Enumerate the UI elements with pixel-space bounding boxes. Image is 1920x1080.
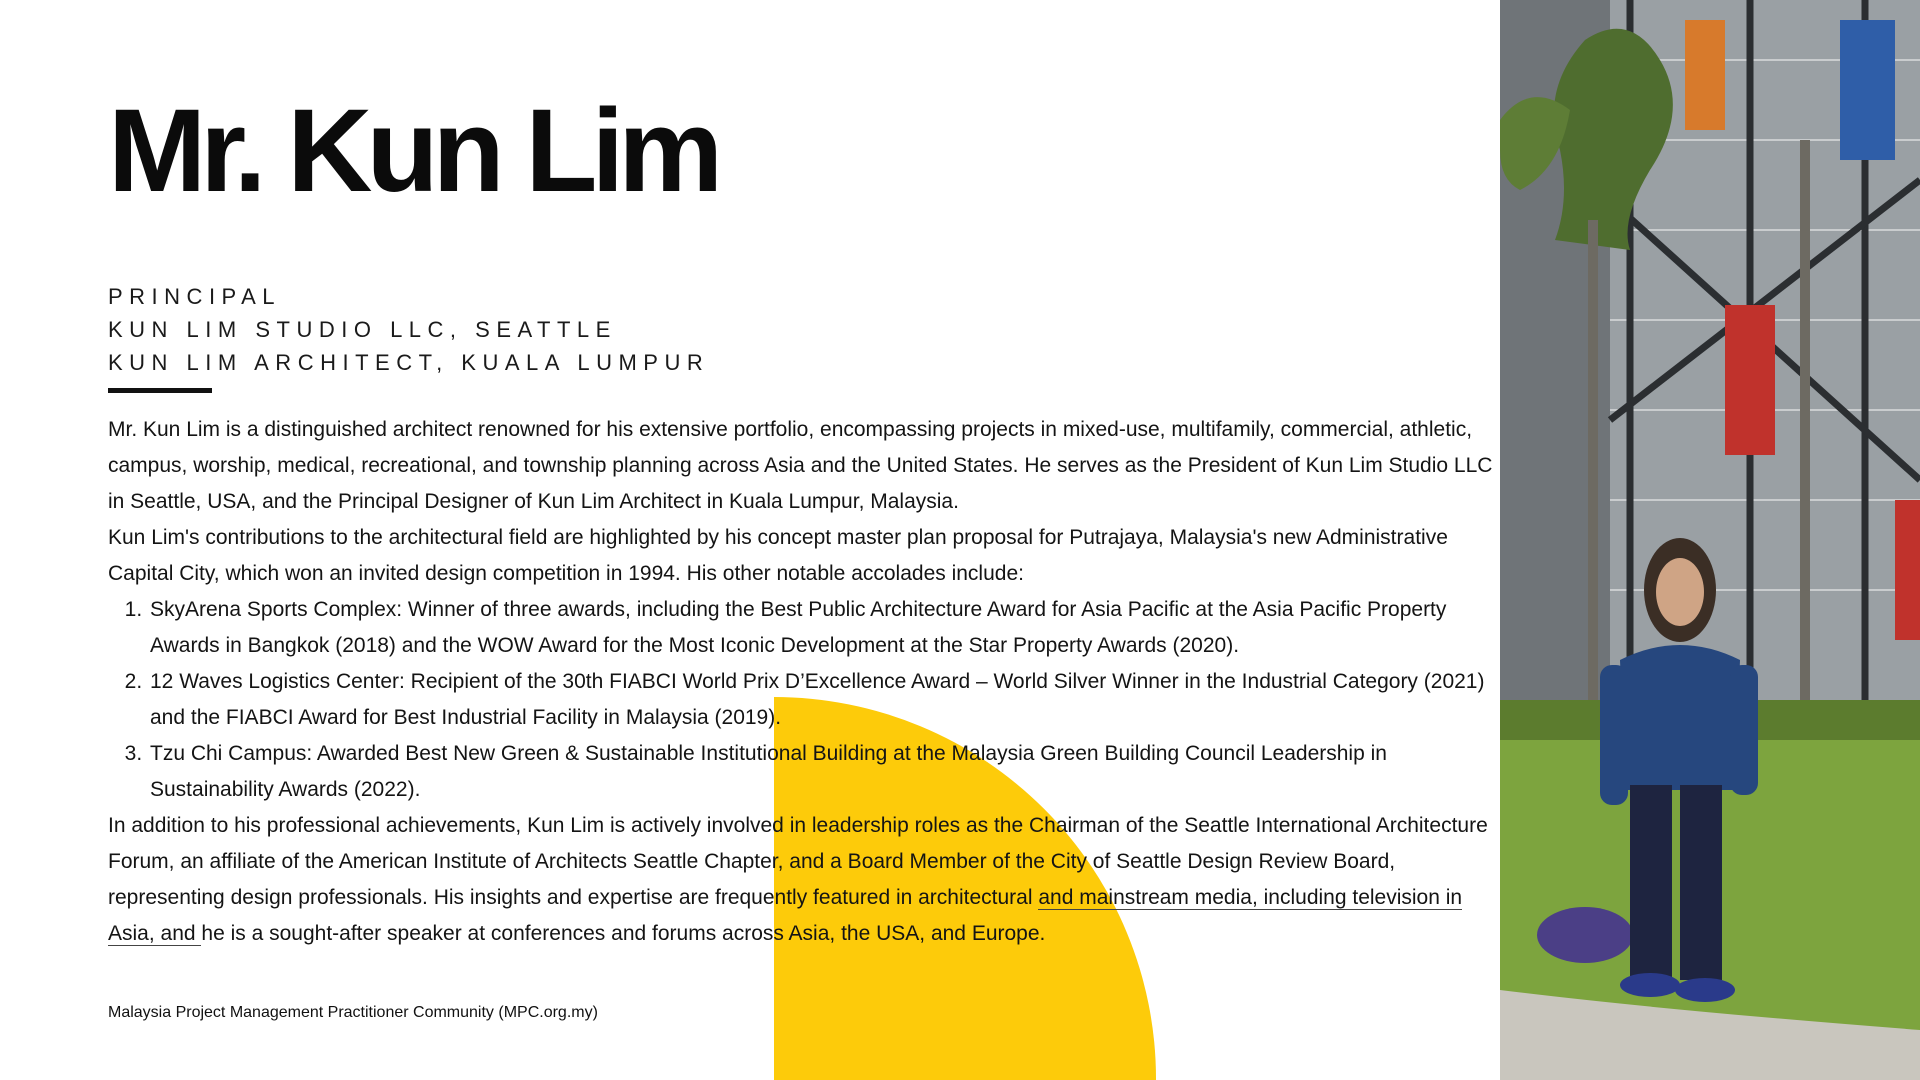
role-principal: PRINCIPAL <box>108 284 282 309</box>
award-item-skyarena: 1. SkyArena Sports Complex: Winner of three awards, including the Best Public Architecture Award for Asia Pacific at the Asia Pacific Property Awards in Bangkok (2018) and the WOW Award for the Most Iconic Development at the Star Property Awards (2020). <box>148 592 1496 664</box>
biography-text <box>108 412 1496 952</box>
awards-list <box>108 592 1496 808</box>
bio-intro: Mr. Kun Lim is a distinguished architect renowned for his extensive portfolio, encompassing projects in mixed-use, multifamily, commercial, athletic, campus, worship, medical, recreational, and township planning across Asia and the United States. He serves as the President of Kun Lim Studio LLC in Seattle, USA, and the Principal Designer of Kun Lim Architect in Kuala Lumpur, Malaysia. <box>108 418 1493 513</box>
source-credit: Malaysia Project Management Practitioner Community (MPC.org.my) <box>108 1004 598 1021</box>
award-item-tzu-chi: 3. Tzu Chi Campus: Awarded Best New Green & Sustainable Institutional Building at the Malaysia Green Building Council Leadership in Sustainability Awards (2022). <box>148 736 1496 808</box>
portrait-photo <box>1500 0 1920 1080</box>
bio-closing-underlined: and mainstream media, including television in Asia, and <box>108 886 1463 945</box>
page-title: Mr. Kun Lim <box>108 85 718 217</box>
section-divider <box>108 388 212 393</box>
role-kun-lim-architect: KUN LIM ARCHITECT, KUALA LUMPUR <box>108 350 710 375</box>
award-item-12-waves: 2. 12 Waves Logistics Center: Recipient of the 30th FIABCI World Prix D’Excellence Award – World Silver Winner in the Industrial Category (2021) and the FIABCI Award for Best Industrial Facility in Malaysia (2019). <box>148 664 1496 736</box>
bio-closing <box>108 808 1496 952</box>
bio-closing-part2: he is a sought-after speaker at conferences and forums across Asia, the USA, and Europe. <box>201 922 1046 945</box>
role-kun-lim-studio: KUN LIM STUDIO LLC, SEATTLE <box>108 317 617 342</box>
bio-closing-part1: In addition to his professional achievements, Kun Lim is actively involved in leadership roles as the Chairman of the Seattle International Architecture Forum, an affiliate of the American Institute of Architects Seattle Chapter, and a Board Member of the City of Seattle Design Review Board, representing design professionals. His insights and expertise are frequently featured in architectural <box>108 814 1488 909</box>
role-list <box>108 280 709 379</box>
bio-contributions: Kun Lim's contributions to the architectural field are highlighted by his concept master plan proposal for Putrajaya, Malaysia's new Administrative Capital City, which won an invited design competition in 1994. His other notable accolades include: <box>108 526 1448 585</box>
